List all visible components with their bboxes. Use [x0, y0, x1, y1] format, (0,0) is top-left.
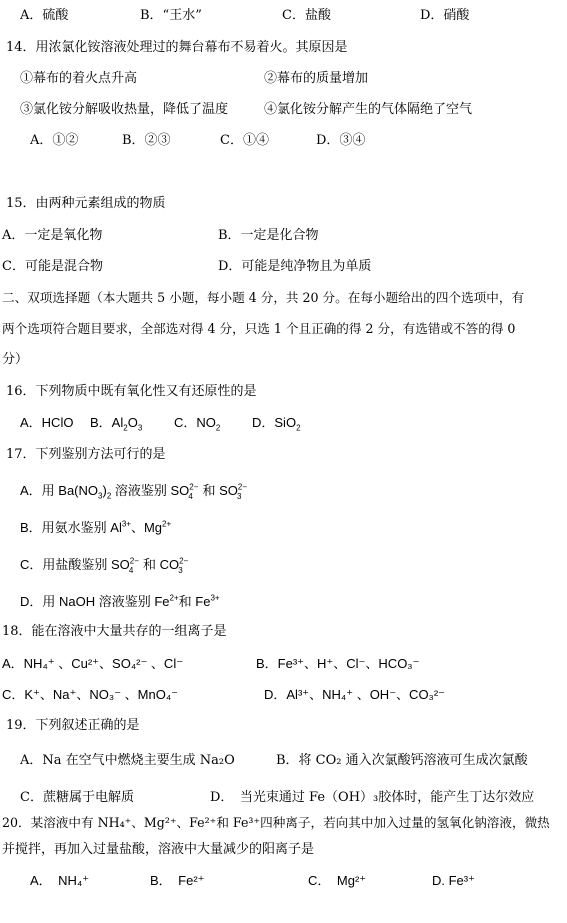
- q16-option-a: A．HClO: [20, 415, 74, 430]
- q14-option-d: D．③④: [316, 133, 366, 148]
- q14-option-a: A．①②: [30, 133, 79, 148]
- q18-option-d: D．Al³⁺、NH₄⁺ 、OH⁻、CO₃²⁻: [264, 687, 446, 702]
- q19-option-c: C．蔗糖属于电解质: [20, 790, 134, 805]
- q18-option-b: B．Fe³⁺、H⁺、Cl⁻、HCO₃⁻: [256, 656, 420, 671]
- q17-option-c: C．用盐酸鉴别 $SO^{2-}_4$ 和 $CO^{2-}_3$: [20, 556, 189, 575]
- q20-stem-line-1: 20．某溶液中有 NH₄⁺、Mg²⁺、Fe²⁺和 Fe³⁺四种离子，若向其中加入过量的氢氧化钠溶液，微热: [2, 815, 550, 830]
- q17-stem: 17．下列鉴别方法可行的是: [6, 447, 166, 462]
- q18-option-a: A．NH₄⁺ 、Cu²⁺、SO₄²⁻ 、Cl⁻: [2, 656, 184, 671]
- q16-option-d: D．SiO$_2$: [252, 415, 301, 433]
- q20-option-b: B． Fe²⁺: [150, 873, 205, 888]
- q14-statement-4: ④氯化铵分解产生的气体隔绝了空气: [264, 102, 473, 117]
- q13-option-d: D．硝酸: [420, 8, 470, 23]
- q15-option-c: C．可能是混合物: [2, 259, 103, 274]
- q20-option-a: A． NH₄⁺: [30, 873, 90, 888]
- q14-statement-2: ②幕布的质量增加: [264, 71, 369, 86]
- q16-option-b: B．$Al_2O_3$: [90, 415, 143, 433]
- q13-option-b: B．“王水”: [140, 8, 202, 23]
- q19-option-b: B．将 CO₂ 通入次氯酸钙溶液可生成次氯酸: [276, 753, 528, 768]
- q20-stem-line-2: 并搅拌，再加入过量盐酸，溶液中大量减少的阳离子是: [2, 842, 315, 857]
- q16-option-c: C．$NO_2$: [174, 415, 221, 433]
- section-2-header-line-1: 二、双项选择题（本大题共 5 小题，每小题 4 分，共 20 分。在每小题给出的四个选项中，有: [2, 290, 525, 305]
- q17-option-a: A．用 $Ba(NO_3)_2$ 溶液鉴别 $SO^{2-}_4$ 和 $SO^{2-}_3$: [20, 482, 247, 501]
- q20-option-c: C． Mg²⁺: [308, 873, 367, 888]
- q17-option-b: B．用氨水鉴别 $Al^{3+}$、$Mg^{2+}$: [20, 519, 172, 535]
- q19-option-d: D． 当光束通过 Fe（OH）₃胶体时，能产生丁达尔效应: [210, 790, 535, 805]
- q16-stem: 16．下列物质中既有氧化性又有还原性的是: [6, 384, 257, 399]
- q15-option-b: B．一定是化合物: [218, 228, 319, 243]
- q19-stem: 19．下列叙述正确的是: [6, 718, 140, 733]
- q14-option-b: B．②③: [122, 133, 171, 148]
- q13-option-c: C．盐酸: [282, 8, 331, 23]
- q15-option-d: D．可能是纯净物且为单质: [218, 259, 372, 274]
- q15-option-a: A．一定是氧化物: [2, 228, 103, 243]
- q13-option-a: A．硫酸: [20, 8, 69, 23]
- q18-option-c: C．K⁺、Na⁺、NO₃⁻ 、MnO₄⁻: [2, 687, 179, 702]
- q18-stem: 18．能在溶液中大量共存的一组离子是: [2, 624, 227, 639]
- q14-statement-3: ③氯化铵分解吸收热量，降低了温度: [20, 102, 229, 117]
- q15-stem: 15．由两种元素组成的物质: [6, 196, 166, 211]
- q14-statement-1: ①幕布的着火点升高: [20, 71, 138, 86]
- q17-option-d: D．用 NaOH 溶液鉴别 $Fe^{2+}$和 $Fe^{3+}$: [20, 593, 220, 609]
- q14-option-c: C．①④: [220, 133, 269, 148]
- q20-option-d: D. Fe³⁺: [432, 873, 475, 888]
- q14-stem: 14．用浓氯化铵溶液处理过的舞台幕布不易着火。其原因是: [6, 40, 348, 55]
- q19-option-a: A．Na 在空气中燃烧主要生成 Na₂O: [20, 753, 235, 768]
- section-2-header-line-2: 两个选项符合题目要求，全部选对得 4 分，只选 1 个且正确的得 2 分，有选错或不答的得 0: [2, 321, 516, 336]
- section-2-header-line-3: 分）: [2, 352, 29, 367]
